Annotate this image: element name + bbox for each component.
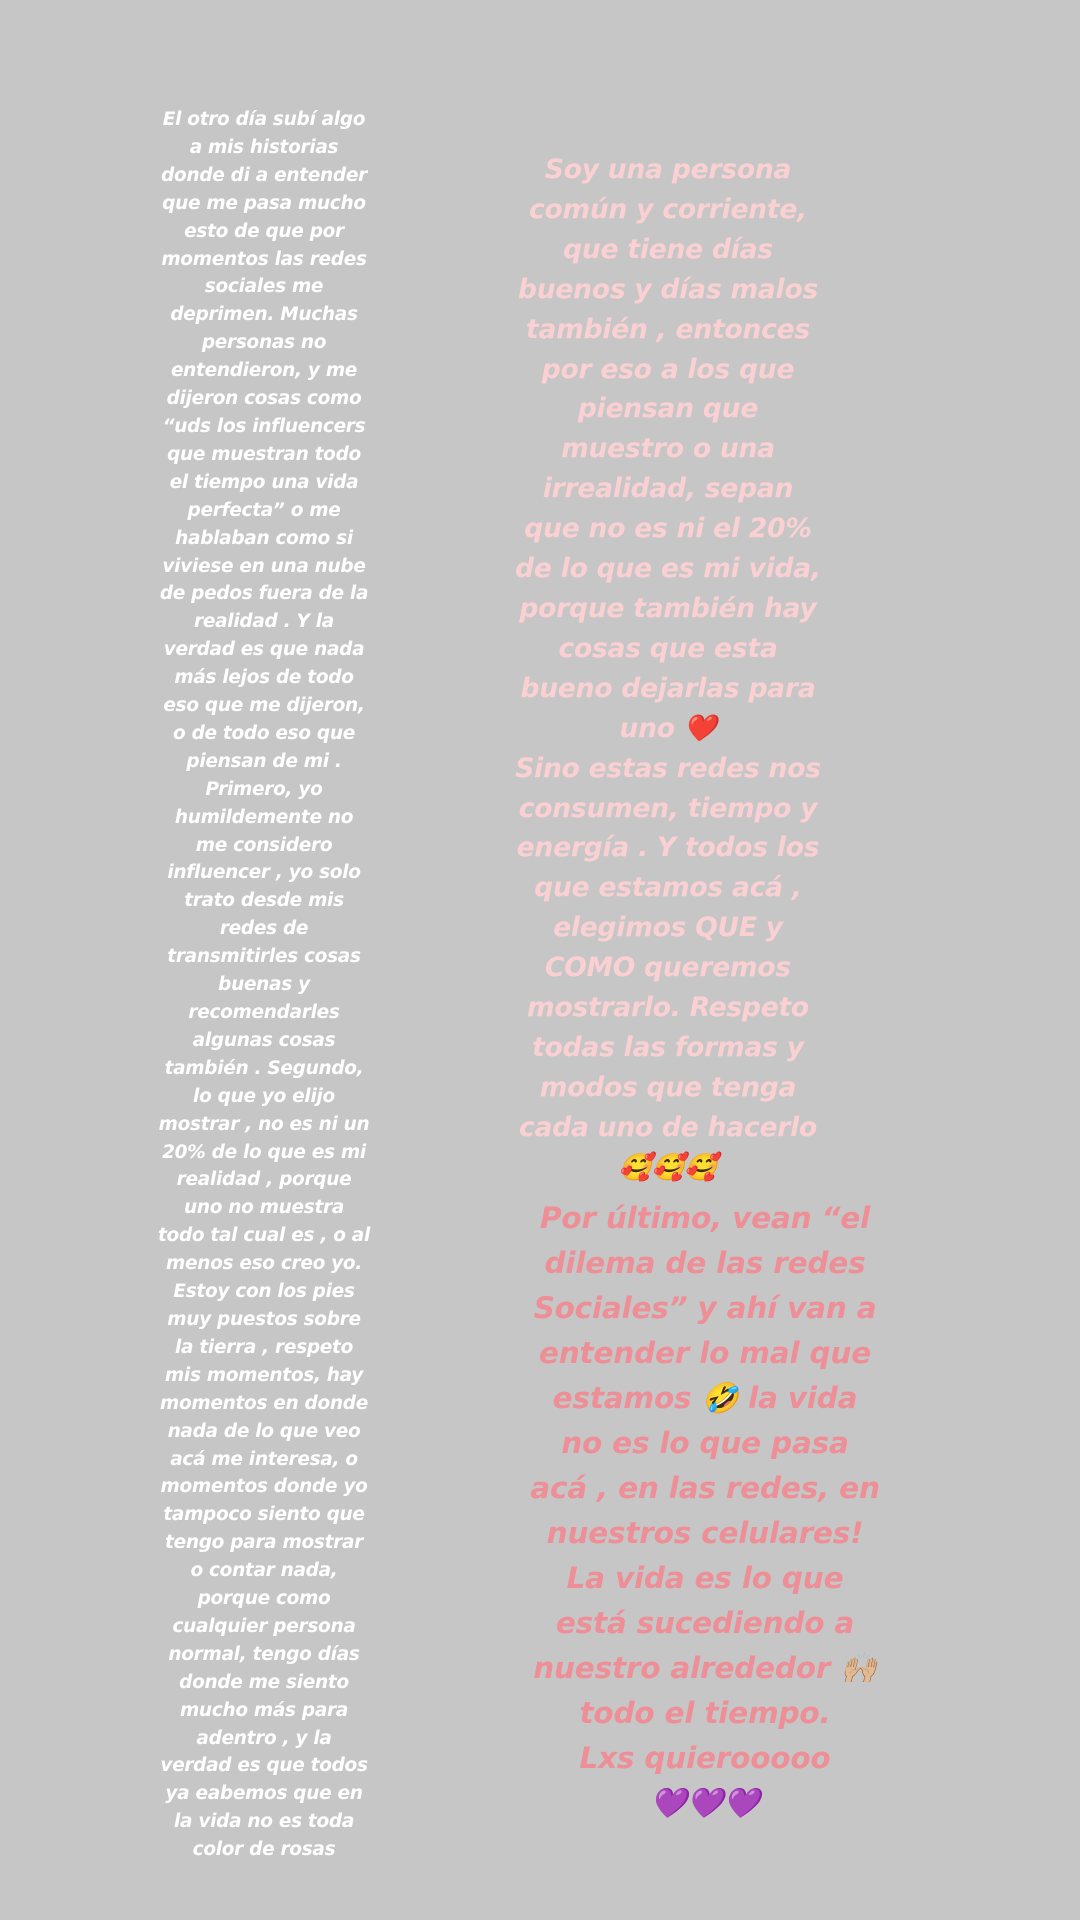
story-text-right-bottom: Por último, vean “el dilema de las redes Sociales” y ahí van a entender lo mal que estamos 🤣 la vida no es lo que pasa acá , en las redes, en nuestros celulares! La vida es lo que está sucediendo a nuestro alrededor 🙌🏼 todo el tiempo. Lxs quierooooo 💜💜💜 — [530, 1201, 880, 1820]
story-text-right-top: Soy una persona común y corriente, que tiene días buenos y días malos también , entonces por eso a los que piensan que muestro o una irrealidad, sepan que no es ni el 20% de lo que es mi vida, porque también hay cosas que esta bueno dejarlas para uno ❤️ Sino estas redes nos consumen, tiempo y energía . Y todos los que estamos acá , elegimos QUE y COMO queremos mostrarlo. Respeto todas las formas y modos que tenga cada uno de hacerlo 🥰🥰🥰 — [515, 154, 821, 1183]
story-text-left: El otro día subí algo a mis historias donde di a entender que me pasa mucho esto de que por momentos las redes sociales me deprimen. Muchas personas no entendieron, y me dijeron cosas como “uds los influencers que muestran todo el tiempo una vida perfecta” o me hablaban como si viviese en una nube de pedos fuera de la realidad . Y la verdad es que nada más lejos de todo eso que me dijeron, o de todo eso que piensan de mi . Primero, yo humildemente no me considero influencer , yo solo trato desde mis redes de transmitirles cosas buenas y recomendarles algunas cosas también . Segundo, lo que yo elijo mostrar , no es ni un 20% de lo que es mi realidad , porque uno no muestra todo tal cual es , o al menos eso creo yo. Estoy con los pies muy puestos sobre la tierra , respeto mis momentos, hay momentos en donde nada de lo que veo acá me interesa, o momentos donde yo tampoco siento que tengo para mostrar o contar nada, porque como cualquier persona normal, tengo días donde me siento mucho más para adentro , y la verdad es que todos ya eabemos que en la vida no es toda color de rosas — [157, 109, 370, 1861]
